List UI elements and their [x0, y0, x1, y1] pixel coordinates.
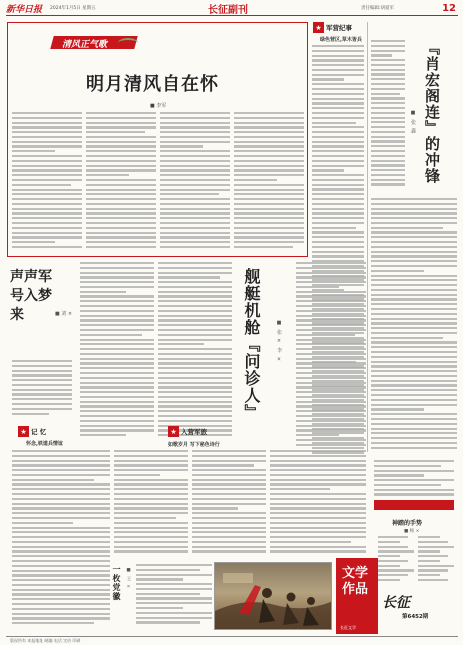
leaf-ornament [118, 38, 138, 48]
right-red-banner [374, 500, 454, 510]
left-article-title: 声声军号入梦来 [10, 269, 52, 323]
newspaper-logo: 新华日报 [6, 4, 43, 15]
wenxue-small: 长征文学 [340, 625, 356, 630]
painting-scene [215, 563, 332, 630]
right-article-body [371, 198, 457, 456]
issue-date: 2024年1月5日 星期五 [50, 6, 96, 11]
artwork-painting [214, 562, 332, 630]
featured-headline: 明月清风自在怀 [86, 74, 219, 95]
right-article-title: 『肖宏阁连』的冲锋 [423, 40, 441, 184]
poem-body [136, 564, 212, 628]
column-divider [367, 22, 368, 452]
left-article-body-mid [158, 262, 232, 442]
poem-byline: ■ 王 × [126, 568, 131, 591]
jiyi-body [12, 450, 110, 630]
masthead [6, 2, 458, 14]
featured-body-col4 [234, 112, 304, 254]
poem-title: 一枚党徽 [112, 565, 122, 601]
featured-body-col2 [86, 112, 156, 254]
rumen-body-col3 [270, 450, 366, 560]
rumen-tag: ★ 入营军旅 [168, 426, 207, 437]
rumen-body-col1 [114, 450, 188, 560]
changzheng-logo: 长征 [382, 595, 410, 611]
junshi-tag: ★ 军营纪事 [313, 22, 352, 33]
poem-right-body-col2 [418, 536, 454, 588]
star-icon: ★ [313, 22, 324, 33]
center-article-body [296, 262, 366, 452]
footer-text: 版权所有 本报地址 邮编 电话 定价 印刷 [10, 638, 81, 643]
featured-body-col3 [160, 112, 230, 254]
star-icon: ★ [168, 426, 179, 437]
featured-body-col1 [12, 112, 82, 254]
rumen-body-col2 [192, 450, 266, 560]
rumen-subtitle: 如歌岁月 写下秘色诗行 [168, 442, 220, 448]
page-editor: 责任编辑:胡爱军 [361, 6, 395, 11]
jiyi-tag: ★ 记 忆 [18, 426, 46, 437]
header-rule [6, 15, 458, 16]
left-article-byline: ■ 刘 × [55, 311, 73, 317]
jiyi-subtitle: 怀念,铁道兵情谊 [26, 441, 63, 447]
featured-label: 清风正气歌 [62, 40, 108, 50]
featured-byline: ■ 李军 [150, 103, 167, 109]
section-title: 长征副刊 [208, 4, 248, 16]
changzheng-issue: 第6452期 [402, 614, 429, 620]
right-article-body-top [371, 40, 405, 190]
poem-right-title: 神踏的手势 [392, 520, 423, 527]
left-article-body-top [80, 262, 154, 442]
star-icon: ★ [18, 426, 29, 437]
center-article-title: 舰艇机舱『问诊人』 [242, 268, 261, 421]
poem-right-body-col1 [378, 536, 414, 588]
junshi-subtitle: 绿色营区,草木皆兵 [320, 37, 362, 43]
center-article-byline: ■ 张 × 李 × [276, 320, 282, 364]
wenxue-box [336, 558, 378, 634]
right-toc-list [374, 460, 454, 498]
page-number: 12 [442, 2, 456, 14]
left-article-body-bot [12, 360, 72, 418]
wenxue-title: 文学作品 [342, 566, 369, 597]
footer-rule [6, 636, 458, 637]
right-article-byline: ■ 张 鑫 [410, 110, 416, 135]
poem-right-byline: ■ 杨 × [404, 529, 420, 534]
